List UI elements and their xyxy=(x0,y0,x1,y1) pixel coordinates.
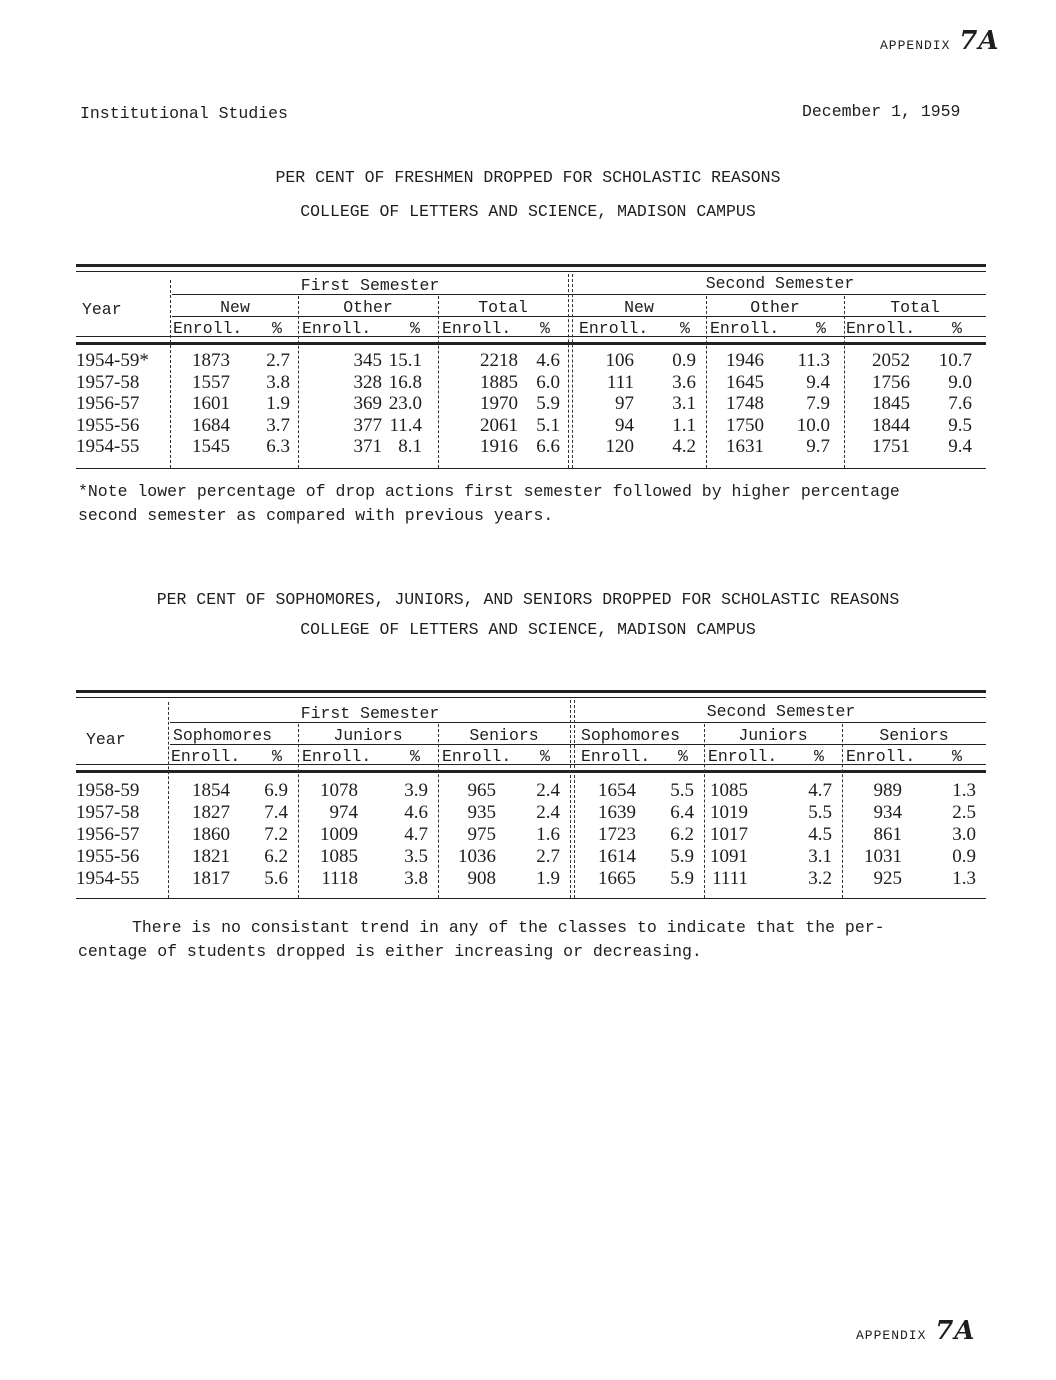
percent-cell: 16.8 xyxy=(388,371,422,393)
percent-cell: 4.7 xyxy=(404,824,428,845)
conclusion xyxy=(78,916,978,964)
row-year: 1956-57 xyxy=(76,824,140,845)
enroll-cell: 974 xyxy=(329,802,358,823)
year-header: Year xyxy=(82,300,122,319)
percent-cell: 5.9 xyxy=(670,846,694,867)
percent-cell: 2.7 xyxy=(266,350,290,371)
group-header: Total xyxy=(890,298,940,317)
sub-enroll: Enroll. xyxy=(579,319,649,338)
enroll-cell: 1817 xyxy=(192,868,230,889)
enroll-cell: 1756 xyxy=(872,371,910,393)
row-year: 1954-59* xyxy=(76,350,149,371)
enroll-cell: 2061 xyxy=(480,414,518,436)
enroll-cell: 1748 xyxy=(726,393,764,414)
percent-cell: 9.4 xyxy=(948,436,972,457)
enroll-cell: 1946 xyxy=(726,350,764,371)
percent-cell: 9.0 xyxy=(948,371,972,393)
enroll-cell: 1750 xyxy=(726,414,764,436)
appendix-label-bottom xyxy=(856,1316,976,1346)
table2-subtitle: COLLEGE OF LETTERS AND SCIENCE, MADISON CAMPUS xyxy=(300,620,756,639)
enroll-cell: 345 xyxy=(353,350,382,371)
percent-cell: 1.3 xyxy=(952,868,976,889)
percent-cell: 6.0 xyxy=(536,371,560,393)
percent-cell: 3.8 xyxy=(404,868,428,889)
year-header: Year xyxy=(86,730,126,749)
enroll-cell: 1639 xyxy=(598,802,636,823)
percent-cell: 2.4 xyxy=(536,802,560,823)
percent-cell: 3.5 xyxy=(404,846,428,867)
sub-pct: % xyxy=(816,319,826,338)
enroll-cell: 120 xyxy=(605,436,634,457)
enroll-cell: 975 xyxy=(467,824,496,845)
enroll-cell: 1916 xyxy=(480,436,518,457)
enroll-cell: 1111 xyxy=(712,868,748,889)
note-line: second semester as compared with previous years. xyxy=(78,506,554,525)
enroll-cell: 328 xyxy=(353,371,382,393)
sub-pct: % xyxy=(410,747,420,766)
group-header: Total xyxy=(478,298,528,317)
percent-cell: 4.6 xyxy=(404,802,428,823)
enroll-cell: 934 xyxy=(873,802,902,823)
group-header: New xyxy=(220,298,250,317)
group-header: Seniors xyxy=(469,726,539,745)
percent-cell: 6.6 xyxy=(536,436,560,457)
row-year: 1957-58 xyxy=(76,802,140,823)
percent-cell: 4.5 xyxy=(808,824,832,845)
percent-cell: 5.6 xyxy=(264,868,288,889)
percent-cell: 4.7 xyxy=(808,780,832,801)
enroll-cell: 989 xyxy=(873,780,902,801)
enroll-cell: 1885 xyxy=(480,371,518,393)
second-semester-header: Second Semester xyxy=(705,274,855,293)
percent-cell: 11.4 xyxy=(389,414,422,436)
enroll-cell: 1873 xyxy=(192,350,230,371)
enroll-cell: 1631 xyxy=(726,436,764,457)
percent-cell: 4.6 xyxy=(536,350,560,371)
enroll-cell: 1557 xyxy=(192,371,230,393)
percent-cell: 6.2 xyxy=(670,824,694,845)
table1-subtitle: COLLEGE OF LETTERS AND SCIENCE, MADISON CAMPUS xyxy=(300,202,756,221)
table1-note xyxy=(78,480,978,528)
sub-enroll: Enroll. xyxy=(846,319,916,338)
enroll-cell: 377 xyxy=(353,414,382,436)
header-left: Institutional Studies xyxy=(80,104,288,123)
enroll-cell: 106 xyxy=(605,350,634,371)
percent-cell: 1.9 xyxy=(266,393,290,414)
percent-cell: 7.6 xyxy=(948,393,972,414)
percent-cell: 9.4 xyxy=(806,371,830,393)
percent-cell: 5.9 xyxy=(670,868,694,889)
enroll-cell: 1118 xyxy=(321,868,358,889)
table2-title: PER CENT OF SOPHOMORES, JUNIORS, AND SENIORS DROPPED FOR SCHOLASTIC REASONS xyxy=(156,590,900,609)
group-header: Other xyxy=(750,298,800,317)
percent-cell: 9.5 xyxy=(948,414,972,436)
enroll-cell: 1751 xyxy=(872,436,910,457)
appendix-text: APPENDIX xyxy=(880,38,951,53)
enroll-cell: 1601 xyxy=(192,393,230,414)
percent-cell: 0.9 xyxy=(672,350,696,371)
row-year: 1955-56 xyxy=(76,414,140,436)
sub-pct: % xyxy=(678,747,688,766)
row-year: 1955-56 xyxy=(76,846,140,867)
upperclass-table xyxy=(76,688,986,903)
enroll-cell: 925 xyxy=(873,868,902,889)
percent-cell: 1.9 xyxy=(536,868,560,889)
appendix-number: 7A xyxy=(935,1316,976,1346)
enroll-cell: 1845 xyxy=(872,393,910,414)
percent-cell: 7.9 xyxy=(806,393,830,414)
enroll-cell: 1614 xyxy=(598,846,636,867)
percent-cell: 5.1 xyxy=(536,414,560,436)
percent-cell: 2.7 xyxy=(536,846,560,867)
percent-cell: 5.9 xyxy=(536,393,560,414)
row-year: 1957-58 xyxy=(76,371,140,393)
enroll-cell: 1085 xyxy=(710,780,748,801)
enroll-cell: 1036 xyxy=(458,846,496,867)
sub-enroll: Enroll. xyxy=(442,747,512,766)
percent-cell: 2.5 xyxy=(952,802,976,823)
sub-enroll: Enroll. xyxy=(171,747,241,766)
percent-cell: 15.1 xyxy=(388,350,422,371)
percent-cell: 7.2 xyxy=(264,824,288,845)
percent-cell: 11.3 xyxy=(797,350,830,371)
sub-enroll: Enroll. xyxy=(708,747,778,766)
enroll-cell: 1860 xyxy=(192,824,230,845)
percent-cell: 23.0 xyxy=(388,393,422,414)
enroll-cell: 94 xyxy=(615,414,634,436)
percent-cell: 6.9 xyxy=(264,780,288,801)
percent-cell: 0.9 xyxy=(952,846,976,867)
enroll-cell: 1854 xyxy=(192,780,230,801)
sub-enroll: Enroll. xyxy=(710,319,780,338)
enroll-cell: 1723 xyxy=(598,824,636,845)
conclusion-line: centage of students dropped is either increasing or decreasing. xyxy=(78,942,702,961)
percent-cell: 3.8 xyxy=(266,371,290,393)
enroll-cell: 1009 xyxy=(320,824,358,845)
sub-pct: % xyxy=(410,319,420,338)
second-semester-header: Second Semester xyxy=(706,702,856,721)
appendix-label-top xyxy=(880,26,1000,56)
sub-pct: % xyxy=(272,747,282,766)
sub-pct: % xyxy=(814,747,824,766)
percent-cell: 6.2 xyxy=(264,846,288,867)
enroll-cell: 1821 xyxy=(192,846,230,867)
sub-enroll: Enroll. xyxy=(442,319,512,338)
enroll-cell: 1665 xyxy=(598,868,636,889)
enroll-cell: 371 xyxy=(353,436,382,457)
table1-title: PER CENT OF FRESHMEN DROPPED FOR SCHOLASTIC REASONS xyxy=(275,168,781,187)
group-header: Sophomores xyxy=(173,726,273,745)
percent-cell: 8.1 xyxy=(398,436,422,457)
percent-cell: 3.1 xyxy=(808,846,832,867)
row-year: 1954-55 xyxy=(76,436,140,457)
sub-pct: % xyxy=(680,319,690,338)
enroll-cell: 111 xyxy=(606,371,634,393)
enroll-cell: 935 xyxy=(467,802,496,823)
percent-cell: 3.7 xyxy=(266,414,290,436)
percent-cell: 3.2 xyxy=(808,868,832,889)
sub-enroll: Enroll. xyxy=(302,319,372,338)
enroll-cell: 908 xyxy=(467,868,496,889)
row-year: 1956-57 xyxy=(76,393,140,414)
enroll-cell: 861 xyxy=(873,824,902,845)
freshmen-table xyxy=(76,262,986,474)
sub-pct: % xyxy=(540,319,550,338)
percent-cell: 3.6 xyxy=(672,371,696,393)
first-semester-header: First Semester xyxy=(300,276,440,295)
percent-cell: 4.2 xyxy=(672,436,696,457)
sub-pct: % xyxy=(952,747,962,766)
percent-cell: 2.4 xyxy=(536,780,560,801)
sub-enroll: Enroll. xyxy=(302,747,372,766)
percent-cell: 7.4 xyxy=(264,802,288,823)
percent-cell: 6.4 xyxy=(670,802,694,823)
note-line: *Note lower percentage of drop actions first semester followed by higher percentage xyxy=(78,482,900,501)
percent-cell: 5.5 xyxy=(670,780,694,801)
enroll-cell: 2218 xyxy=(480,350,518,371)
group-header: Juniors xyxy=(333,726,403,745)
percent-cell: 1.1 xyxy=(672,414,696,436)
group-header: New xyxy=(624,298,654,317)
enroll-cell: 1827 xyxy=(192,802,230,823)
percent-cell: 10.7 xyxy=(938,350,972,371)
enroll-cell: 1017 xyxy=(710,824,748,845)
enroll-cell: 1654 xyxy=(598,780,636,801)
percent-cell: 9.7 xyxy=(806,436,830,457)
sub-enroll: Enroll. xyxy=(581,747,651,766)
group-header: Sophomores xyxy=(581,726,681,745)
percent-cell: 3.9 xyxy=(404,780,428,801)
appendix-text: APPENDIX xyxy=(856,1328,927,1343)
group-header: Seniors xyxy=(879,726,949,745)
enroll-cell: 1091 xyxy=(710,846,748,867)
enroll-cell: 1645 xyxy=(726,371,764,393)
row-year: 1958-59 xyxy=(76,780,140,801)
group-header: Other xyxy=(343,298,393,317)
row-year: 1954-55 xyxy=(76,868,140,889)
appendix-number: 7A xyxy=(959,26,1000,56)
percent-cell: 1.3 xyxy=(952,780,976,801)
enroll-cell: 1085 xyxy=(320,846,358,867)
sub-enroll: Enroll. xyxy=(846,747,916,766)
percent-cell: 10.0 xyxy=(796,414,830,436)
enroll-cell: 1844 xyxy=(872,414,910,436)
enroll-cell: 1031 xyxy=(864,846,902,867)
enroll-cell: 2052 xyxy=(872,350,910,371)
percent-cell: 5.5 xyxy=(808,802,832,823)
enroll-cell: 97 xyxy=(615,393,634,414)
enroll-cell: 1684 xyxy=(192,414,230,436)
group-header: Juniors xyxy=(738,726,808,745)
sub-enroll: Enroll. xyxy=(173,319,243,338)
percent-cell: 6.3 xyxy=(266,436,290,457)
sub-pct: % xyxy=(952,319,962,338)
sub-pct: % xyxy=(540,747,550,766)
percent-cell: 3.1 xyxy=(672,393,696,414)
conclusion-line: There is no consistant trend in any of the classes to indicate that the per- xyxy=(132,918,885,937)
sub-pct: % xyxy=(272,319,282,338)
percent-cell: 1.6 xyxy=(536,824,560,845)
percent-cell: 3.0 xyxy=(952,824,976,845)
enroll-cell: 1019 xyxy=(710,802,748,823)
enroll-cell: 1545 xyxy=(192,436,230,457)
enroll-cell: 369 xyxy=(353,393,382,414)
enroll-cell: 1970 xyxy=(480,393,518,414)
first-semester-header: First Semester xyxy=(300,704,440,723)
enroll-cell: 965 xyxy=(467,780,496,801)
header-date: December 1, 1959 xyxy=(802,102,961,121)
enroll-cell: 1078 xyxy=(320,780,358,801)
